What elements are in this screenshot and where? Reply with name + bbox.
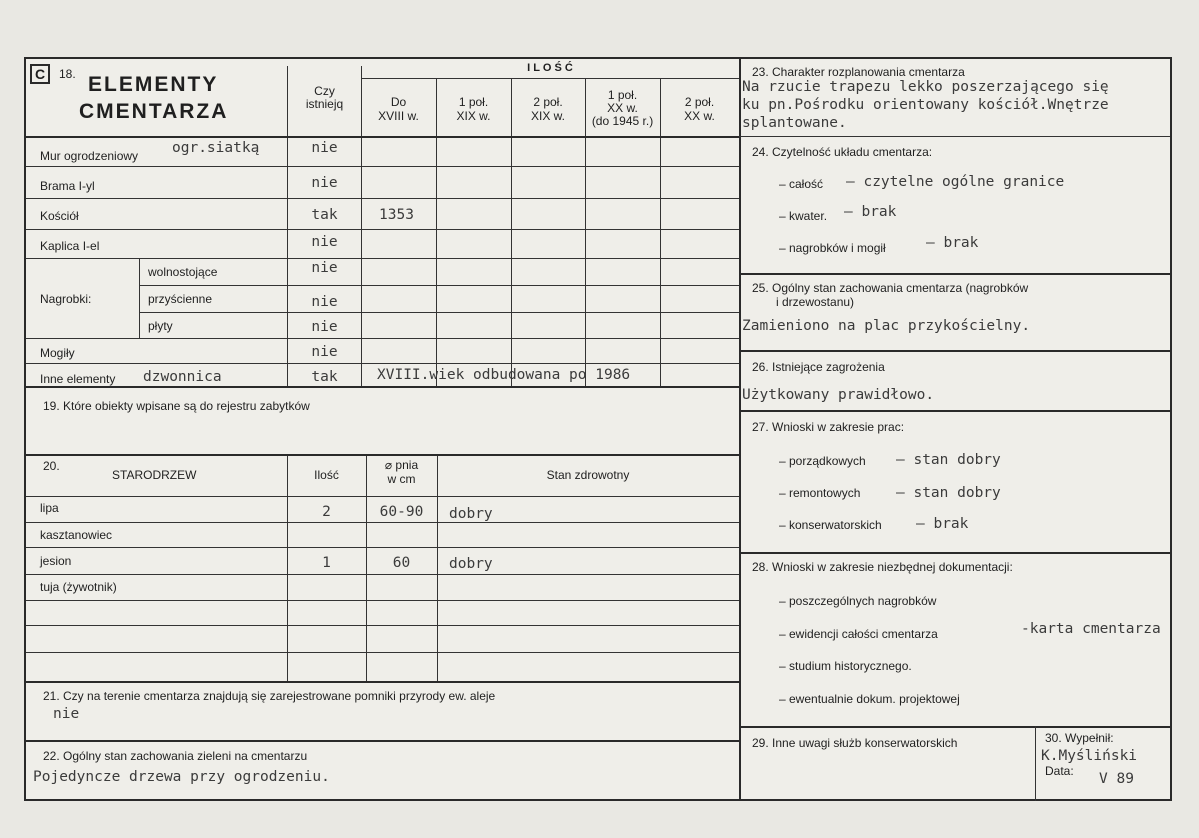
section-24-nagrobkow-value: – brak [926, 235, 979, 251]
starodrzew-state: dobry [449, 556, 493, 572]
section-24-label: 24. Czytelność układu cmentarza: [752, 145, 933, 159]
row-kosciol-czy: tak [311, 207, 338, 223]
section-30-name: K.Myśliński [1041, 748, 1138, 764]
section-24-calosc-value: – czytelne ogólne granice [846, 174, 1065, 190]
starodrzew-count: 1 [322, 555, 331, 571]
section-27-remontowych-value: – stan dobry [896, 485, 1001, 501]
section-29-label: 29. Inne uwagi służb konserwatorskich [752, 736, 958, 750]
section-21-label: 21. Czy na terenie cmentarza znajdują się zarejestrowane pomniki przyrody ew. aleje [43, 689, 496, 703]
starodrzew-name: kasztanowiec [40, 528, 113, 542]
cemetery-record-card [24, 57, 1172, 801]
row-mogily-czy: nie [311, 344, 338, 360]
section-20-title: STARODRZEW [112, 468, 197, 482]
row-brama-label: Brama I-yl [40, 179, 95, 193]
row-kaplica-czy: nie [311, 234, 338, 250]
section-23-line3: splantowane. [742, 115, 847, 131]
section-23-label: 23. Charakter rozplanowania cmentarza [752, 65, 965, 79]
starodrzew-count: 2 [322, 504, 331, 520]
section-30-date: V 89 [1099, 771, 1134, 787]
starodrzew-diameter: 60 [392, 555, 411, 571]
section-18-title-line2: CMENTARZA [79, 100, 229, 123]
section-24-calosc-label: – całość [779, 177, 824, 191]
row-plyty-czy: nie [311, 319, 338, 335]
starodrzew-name: jesion [40, 554, 72, 568]
row-inne-note: dzwonnica [143, 369, 222, 385]
section-28-item2: – ewidencji całości cmentarza [779, 627, 938, 641]
section-27-konserwatorskich-label: – konserwatorskich [779, 518, 882, 532]
starodrzew-name: tuja (żywotnik) [40, 580, 117, 594]
row-mur-note: ogr.siatką [172, 140, 260, 156]
section-19-label: 19. Które obiekty wpisane są do rejestru zabytków [43, 399, 310, 413]
row-plyty-label: płyty [148, 319, 173, 333]
row-kaplica-label: Kaplica I-el [40, 239, 100, 253]
row-mur-czy: nie [311, 140, 338, 156]
section-26-label: 26. Istniejące zagrożenia [752, 360, 885, 374]
section-25-value: Zamieniono na plac przykościelny. [742, 318, 1031, 334]
row-kosciol-date: 1353 [379, 207, 414, 223]
row-przyscienne-czy: nie [311, 294, 338, 310]
section-20-number: 20. [43, 459, 60, 473]
section-18-title-line1: ELEMENTY [88, 73, 219, 96]
section-27-porzadkowych-label: – porządkowych [779, 454, 866, 468]
starodrzew-state: dobry [449, 506, 493, 522]
section-30-data-label: Data: [1045, 764, 1074, 778]
section-25-label-line1: 25. Ogólny stan zachowania cmentarza (nagrobków [752, 281, 1029, 295]
section-27-konserwatorskich-value: – brak [916, 516, 969, 532]
section-28-item1: – poszczególnych nagrobków [779, 594, 937, 608]
column-do-xviii: Do XVIII w. [378, 95, 419, 123]
row-inne-detail: XVIII.wiek odbudowana po 1986 [377, 367, 631, 383]
column-1pol-xx: 1 poł. XX w. (do 1945 r.) [591, 88, 654, 128]
section-18-number: 18. [59, 67, 76, 81]
row-nagrobki-label: Nagrobki: [40, 292, 92, 306]
starodrzew-diameter: 60-90 [379, 504, 424, 520]
row-inne-czy: tak [311, 369, 338, 385]
starodrzew-name: lipa [40, 501, 59, 515]
section-27-label: 27. Wnioski w zakresie prac: [752, 420, 905, 434]
row-przyscienne-label: przyścienne [148, 292, 213, 306]
column-1pol-xix: 1 poł. XIX w. [456, 95, 491, 123]
section-24-kwater-value: – brak [844, 204, 897, 220]
section-22-label: 22. Ogólny stan zachowania zieleni na cmentarzu [43, 749, 308, 763]
section-23-line1: Na rzucie trapezu lekko poszerzającego się [742, 79, 1109, 95]
starodrzew-col-ilosc: Ilość [314, 468, 339, 482]
row-wolnostojace-czy: nie [311, 260, 338, 276]
section-21-value: nie [53, 706, 80, 722]
section-27-remontowych-label: – remontowych [779, 486, 861, 500]
section-25-label-line2: i drzewostanu) [776, 295, 855, 309]
section-30-label: 30. Wypełnił: [1045, 731, 1114, 745]
row-brama-czy: nie [311, 175, 338, 191]
category-box: C [30, 64, 50, 84]
starodrzew-col-pnia: ⌀ pnia w cm [384, 458, 419, 486]
column-ilosc: I L O Ś Ć [527, 62, 573, 74]
row-mogily-label: Mogiły [40, 346, 75, 360]
row-kosciol-label: Kościół [40, 209, 79, 223]
section-28-item3: – studium historycznego. [779, 659, 912, 673]
column-2pol-xix: 2 poł. XIX w. [530, 95, 565, 123]
row-wolnostojace-label: wolnostojące [148, 265, 218, 279]
row-inne-label: Inne elementy [40, 372, 116, 386]
section-22-value: Pojedyncze drzewa przy ogrodzeniu. [33, 769, 330, 785]
section-27-porzadkowych-value: – stan dobry [896, 452, 1001, 468]
starodrzew-col-stan: Stan zdrowotny [546, 468, 630, 482]
section-23-line2: ku pn.Pośrodku orientowany kościół.Wnętrze [742, 97, 1109, 113]
section-24-kwater-label: – kwater. [779, 209, 828, 223]
row-mur-label: Mur ogrodzeniowy [40, 149, 139, 163]
section-28-item2-value: -karta cmentarza [1021, 621, 1161, 637]
column-2pol-xx: 2 poł. XX w. [684, 95, 715, 123]
section-24-nagrobkow-label: – nagrobków i mogił [779, 241, 886, 255]
section-28-item4: – ewentualnie dokum. projektowej [779, 692, 960, 706]
section-28-label: 28. Wnioski w zakresie niezbędnej dokumentacji: [752, 560, 1013, 574]
section-26-value: Użytkowany prawidłowo. [742, 387, 935, 403]
main-vertical-divider [739, 59, 741, 799]
column-czy-istnieja: Czy istniejq [305, 84, 344, 111]
